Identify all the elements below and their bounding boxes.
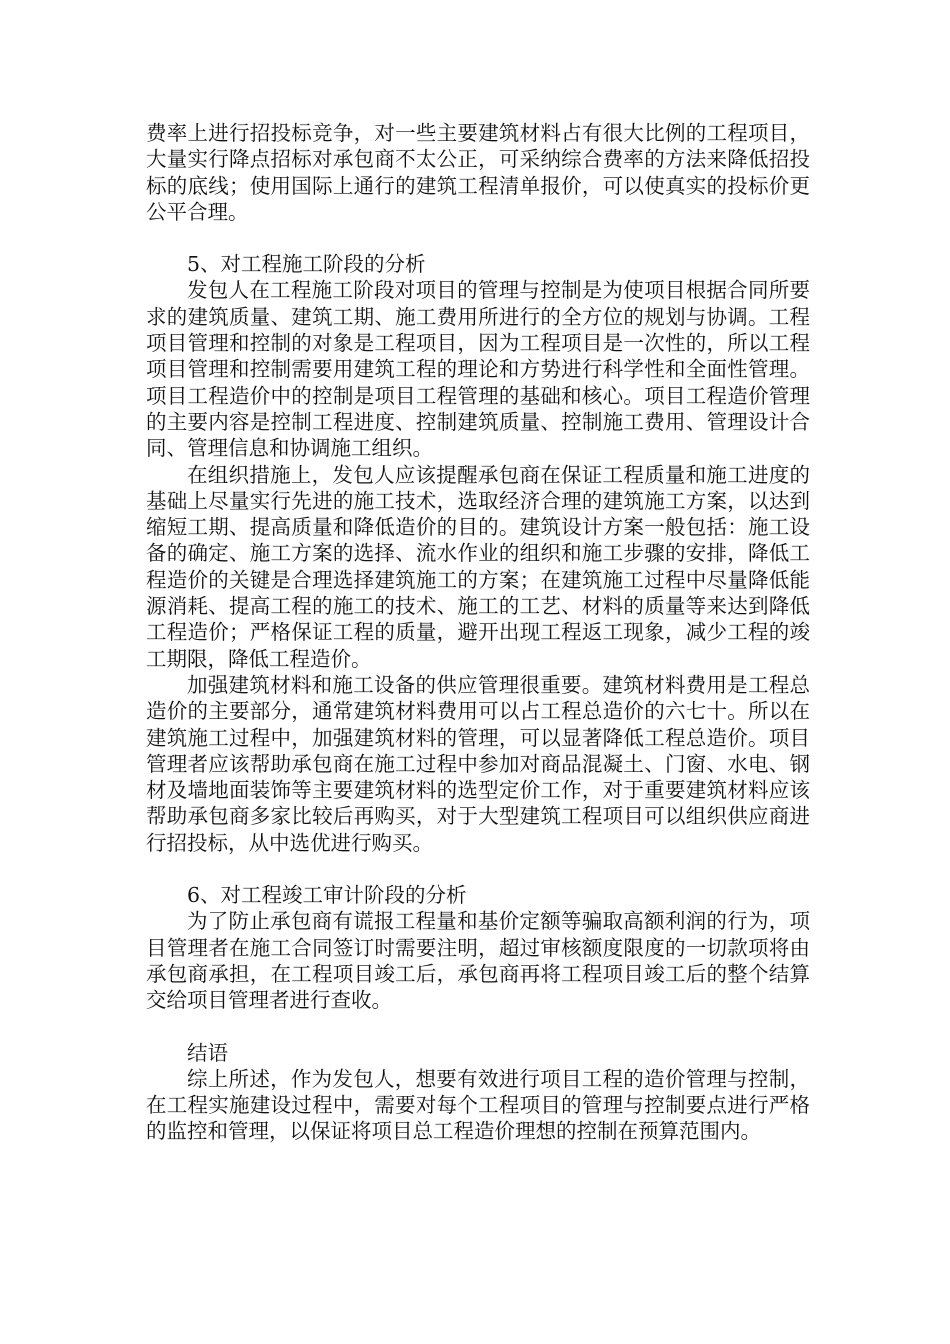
section-5-heading: 5、对工程施工阶段的分析 bbox=[187, 252, 426, 277]
section-5-paragraph-2: 在组织措施上，发包人应该提醒承包商在保证工程质量和施工进度的基础上尽量实行先进的施工技术，选取经济合理的建筑施工方案，以达到缩短工期、提高质量和降低造价的目的。建筑设计方案一般包括：施工设备的确定、施工方案的选择、流水作业的组织和施工步骤的安排，降低工程造价的关键是合理选择建筑施工的方案；在建筑施工过程中尽量降低能源消耗、提高工程的施工的技术、施工的工艺、材料的质量等来达到降低工程造价；严格保证工程的质量，避开出现工程返工现象，减少工程的竣工期限，降低工程造价。 bbox=[146, 462, 810, 671]
conclusion-paragraph: 综上所述，作为发包人，想要有效进行项目工程的造价管理与控制，在工程实施建设过程中，需要对每个工程项目的管理与控制要点进行严格的监控和管理，以保证将项目总工程造价理想的控制在预算范围内。 bbox=[146, 1066, 810, 1144]
intro-paragraph: 费率上进行招投标竞争，对一些主要建筑材料占有很大比例的工程项目，大量实行降点招标对承包商不太公正，可采纳综合费率的方法来降低招投标的底线；使用国际上通行的建筑工程清单报价，可以使真实的投标价更公平合理。 bbox=[146, 121, 810, 224]
section-6-paragraph-1: 为了防止承包商有谎报工程量和基价定额等骗取高额利润的行为，项目管理者在施工合同签订时需要注明，超过审核额度限度的一切款项将由承包商承担，在工程项目竣工后，承包商再将工程项目竣工后的整个结算交给项目管理者进行查收。 bbox=[146, 909, 810, 1013]
conclusion-heading: 结语 bbox=[187, 1040, 228, 1065]
document-page bbox=[146, 120, 810, 1145]
section-5-paragraph-1: 发包人在工程施工阶段对项目的管理与控制是为使项目根据合同所要求的建筑质量、建筑工期、施工费用所进行的全方位的规划与协调。工程项目管理和控制的对象是工程项目，因为工程项目是一次性的，所以工程项目管理和控制需要用建筑工程的理论和方势进行科学性和全面性管理。项目工程造价中的控制是项目工程管理的基础和核心。项目工程造价管理的主要内容是控制工程进度、控制建筑质量、控制施工费用、管理设计合同、管理信息和协调施工组织。 bbox=[146, 278, 810, 461]
section-6-heading: 6、对工程竣工审计阶段的分析 bbox=[187, 883, 467, 908]
section-5-paragraph-3: 加强建筑材料和施工设备的供应管理很重要。建筑材料费用是工程总造价的主要部分，通常建筑材料费用可以占工程总造价的六七十。所以在建筑施工过程中，加强建筑材料的管理，可以显著降低工程总造价。项目管理者应该帮助承包商在施工过程中参加对商品混凝土、门窗、水电、钢材及墙地面装饰等主要建筑材料的选型定价工作，对于重要建筑材料应该帮助承包商多家比较后再购买，对于大型建筑工程项目可以组织供应商进行招投标，从中选优进行购买。 bbox=[146, 672, 810, 855]
